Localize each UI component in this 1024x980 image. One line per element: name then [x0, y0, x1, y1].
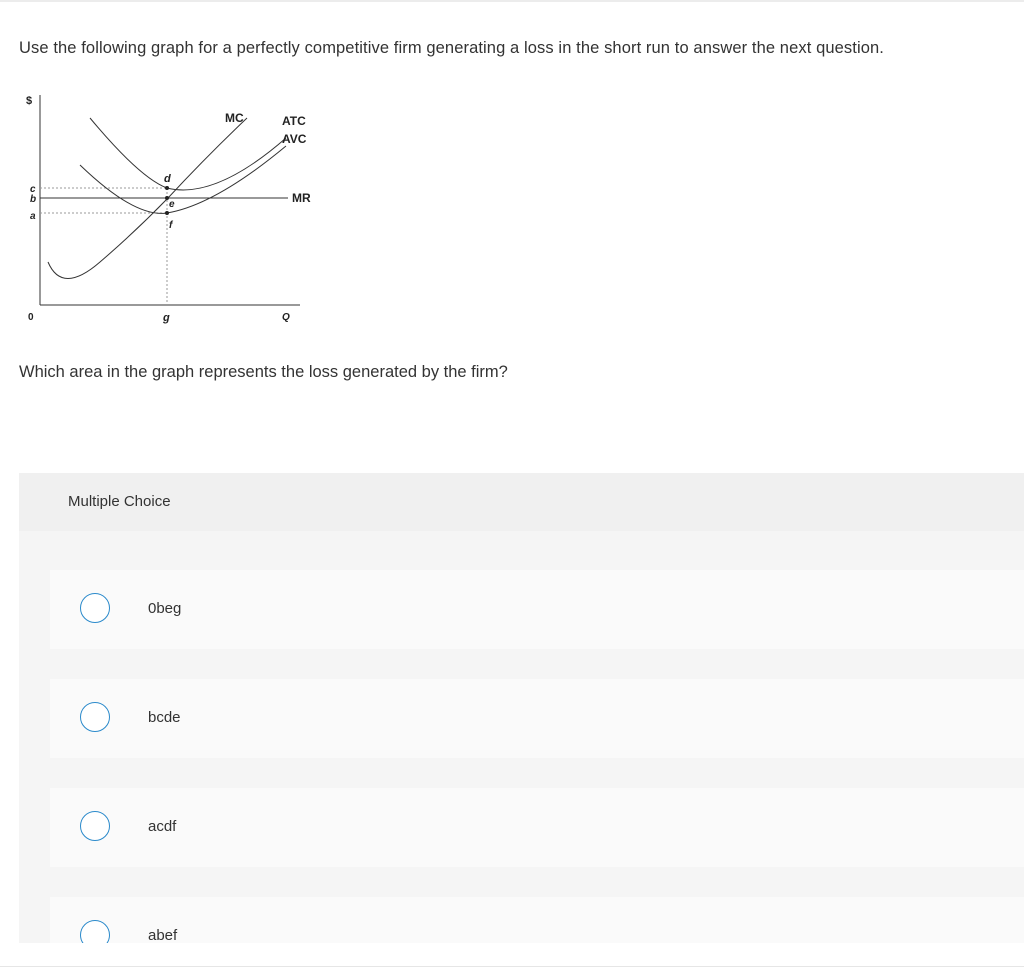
price-label-c: c [30, 184, 36, 195]
y-axis-label: $ [26, 95, 33, 107]
curve-label-avc: AVC [282, 132, 307, 146]
choice-option[interactable] [50, 679, 1024, 758]
multiple-choice-panel [19, 473, 1024, 943]
prompt-text: Use the following graph for a perfectly competitive firm generating a loss in the short run to answer the next question. [19, 39, 884, 57]
cost-curve-graph [0, 80, 340, 340]
curve-label-mr: MR [292, 191, 311, 205]
question-text: Which area in the graph represents the loss generated by the firm? [19, 363, 508, 381]
price-label-a: a [30, 211, 36, 222]
curve-label-atc: ATC [282, 114, 306, 128]
choice-label: 0beg [148, 600, 182, 617]
top-divider [0, 0, 1024, 2]
radio-button[interactable] [80, 811, 110, 841]
point-d-dot [165, 186, 169, 190]
choice-label: bcde [148, 709, 181, 726]
x-axis-label: Q [282, 312, 290, 323]
multiple-choice-header-label: Multiple Choice [68, 493, 171, 510]
point-f-dot [165, 211, 169, 215]
price-label-b: b [30, 194, 37, 205]
multiple-choice-header [19, 473, 1024, 531]
origin-label: 0 [28, 312, 34, 323]
choice-option[interactable] [50, 897, 1024, 943]
quantity-label-g: g [163, 312, 170, 324]
point-label-d: d [164, 173, 171, 185]
choice-option[interactable] [50, 788, 1024, 867]
bottom-divider [0, 966, 1024, 980]
choice-option[interactable] [50, 570, 1024, 649]
atc-curve [90, 118, 286, 190]
choice-label: abef [148, 927, 178, 943]
point-label-f: f [169, 220, 173, 231]
choice-label: acdf [148, 818, 177, 835]
radio-button[interactable] [80, 702, 110, 732]
curve-label-mc: MC [225, 111, 244, 125]
radio-button[interactable] [80, 920, 110, 943]
radio-button[interactable] [80, 593, 110, 623]
point-label-e: e [169, 199, 175, 210]
avc-curve [80, 146, 286, 213]
